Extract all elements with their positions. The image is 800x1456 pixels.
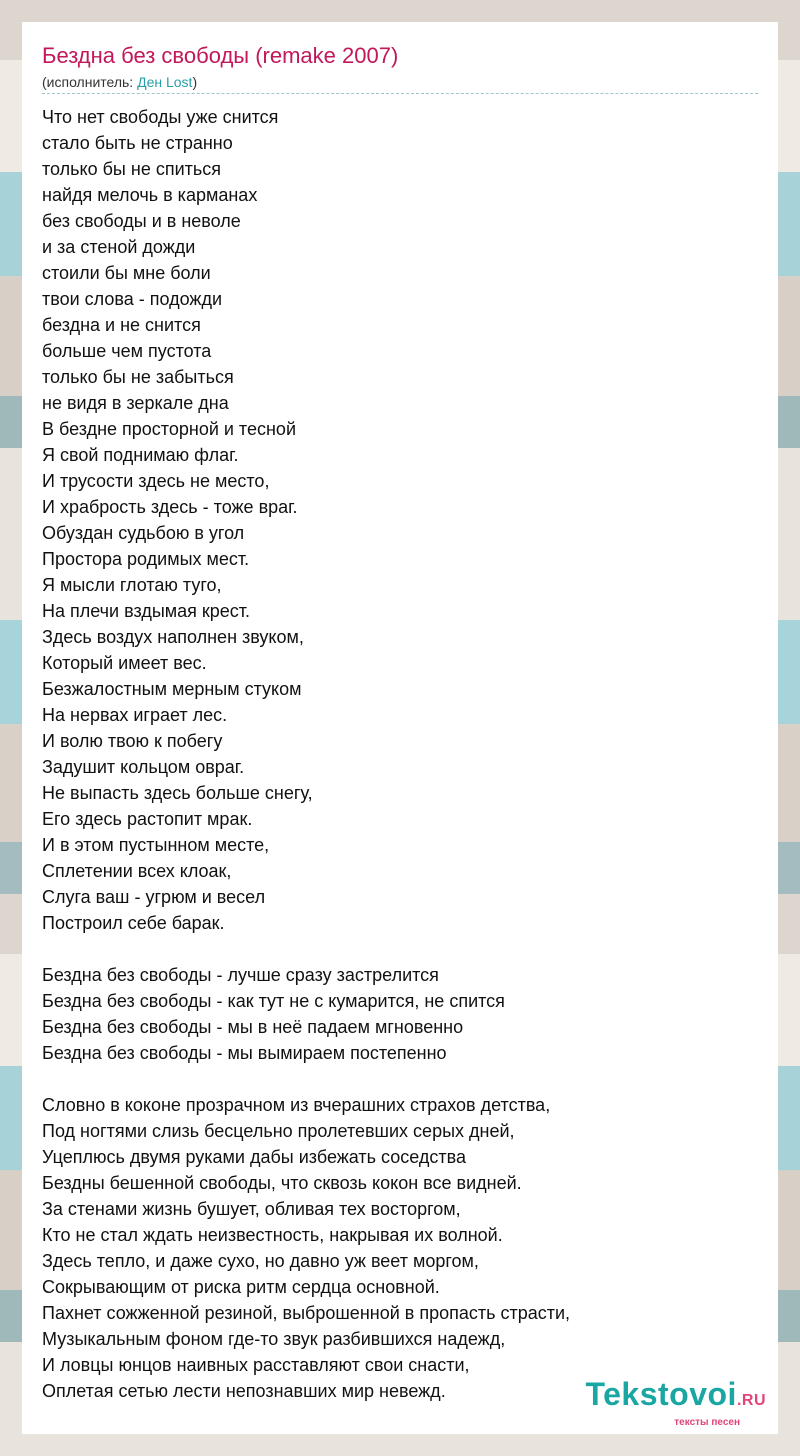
- lyric-line: За стенами жизнь бушует, обливая тех восторгом,: [42, 1199, 461, 1219]
- lyric-line: Сплетении всех клоак,: [42, 861, 232, 881]
- lyric-line: Простора родимых мест.: [42, 549, 250, 569]
- lyric-line: Бездна без свободы - как тут не с кумарится, не спится: [42, 991, 505, 1011]
- lyric-line: Построил себе барак.: [42, 913, 225, 933]
- lyric-line: больше чем пустота: [42, 341, 212, 361]
- artist-prefix: (исполнитель:: [42, 74, 138, 90]
- lyric-line: твои слова - подожди: [42, 289, 223, 309]
- lyric-line: В бездне просторной и тесной: [42, 419, 296, 439]
- lyric-line: Бездна без свободы - мы вымираем постепенно: [42, 1043, 447, 1063]
- lyric-line: Здесь тепло, и даже сухо, но давно уж веет моргом,: [42, 1251, 479, 1271]
- lyric-line: Кто не стал ждать неизвестность, накрывая их волной.: [42, 1225, 503, 1245]
- lyric-line: стоили бы мне боли: [42, 263, 211, 283]
- lyric-line: только бы не забыться: [42, 367, 234, 387]
- lyric-line: Сокрывающим от риска ритм сердца основной.: [42, 1277, 440, 1297]
- artist-suffix: ): [192, 74, 198, 90]
- stanza-gap: [42, 936, 762, 962]
- lyric-line: и за стеной дожди: [42, 237, 196, 257]
- artist-link[interactable]: Ден Lost: [137, 74, 193, 90]
- lyric-line: не видя в зеркале дна: [42, 393, 229, 413]
- lyric-line: стало быть не странно: [42, 133, 233, 153]
- lyric-line: И волю твою к побегу: [42, 731, 223, 751]
- logo-name: Tekstovoi: [585, 1376, 737, 1412]
- logo-tld: .RU: [736, 1392, 766, 1409]
- lyric-line: найдя мелочь в карманах: [42, 185, 258, 205]
- lyric-line: Я мысли глотаю туго,: [42, 575, 222, 595]
- stanza-gap: [42, 1066, 762, 1092]
- lyric-line: На плечи вздымая крест.: [42, 601, 251, 621]
- lyric-line: Что нет свободы уже снится: [42, 107, 279, 127]
- lyric-line: Уцеплюсь двумя руками дабы избежать соседства: [42, 1147, 466, 1167]
- lyric-line: Его здесь растопит мрак.: [42, 809, 253, 829]
- lyric-line: Пахнет сожженной резиной, выброшенной в пропасть страсти,: [42, 1303, 571, 1323]
- lyric-line: Слуга ваш - угрюм и весел: [42, 887, 266, 907]
- lyric-line: И храбрость здесь - тоже враг.: [42, 497, 298, 517]
- lyric-line: Безжалостным мерным стуком: [42, 679, 302, 699]
- lyric-line: Музыкальным фоном где-то звук разбившихся надежд,: [42, 1329, 506, 1349]
- lyric-line: Задушит кольцом овраг.: [42, 757, 245, 777]
- lyrics-text: [42, 104, 762, 1404]
- song-title: Бездна без свободы (remake 2007): [42, 43, 399, 68]
- lyric-line: И ловцы юнцов наивных расставляют свои снасти,: [42, 1355, 470, 1375]
- logo-tagline: тексты песен: [674, 1417, 740, 1428]
- lyric-line: Оплетая сетью лести непознавших мир невежд.: [42, 1381, 446, 1401]
- lyric-line: бездна и не снится: [42, 315, 201, 335]
- lyric-line: На нервах играет лес.: [42, 705, 228, 725]
- lyric-line: Не выпасть здесь больше снегу,: [42, 783, 313, 803]
- lyric-line: И в этом пустынном месте,: [42, 835, 270, 855]
- lyric-line: Я свой поднимаю флаг.: [42, 445, 239, 465]
- lyric-line: Словно в коконе прозрачном из вчерашних страхов детства,: [42, 1095, 551, 1115]
- artist-line: [42, 73, 197, 91]
- lyrics-card: [22, 22, 778, 1434]
- lyric-line: Бездна без свободы - лучше сразу застрелится: [42, 965, 439, 985]
- lyric-line: Обуздан судьбою в угол: [42, 523, 245, 543]
- lyric-line: Здесь воздух наполнен звуком,: [42, 627, 304, 647]
- lyric-line: Бездна без свободы - мы в неё падаем мгновенно: [42, 1017, 464, 1037]
- lyric-line: только бы не спиться: [42, 159, 221, 179]
- site-logo[interactable]: [585, 1377, 766, 1428]
- lyric-line: Под ногтями слизь бесцельно пролетевших серых дней,: [42, 1121, 515, 1141]
- lyric-line: без свободы и в неволе: [42, 211, 241, 231]
- lyric-line: Бездны бешенной свободы, что сквозь кокон все видней.: [42, 1173, 522, 1193]
- lyric-line: Который имеет вес.: [42, 653, 207, 673]
- header-divider: [42, 93, 758, 94]
- lyric-line: И трусости здесь не место,: [42, 471, 270, 491]
- logo-wordmark: [585, 1377, 766, 1418]
